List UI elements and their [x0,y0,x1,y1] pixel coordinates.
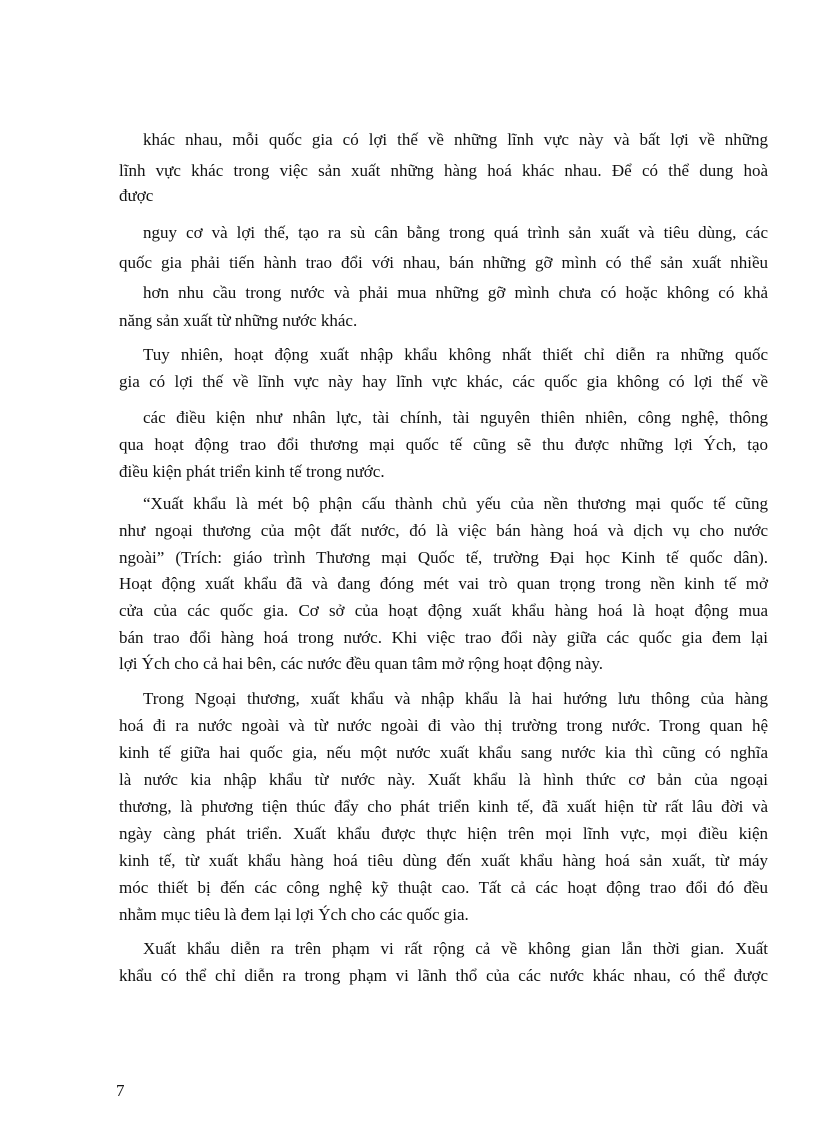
text-line: quốc gia phải tiến hành trao đổi với nhau, bán những gỡ mình có thể sản xuất nhiều [119,253,768,272]
text-line: bán trao đổi hàng hoá trong nước. Khi việc trao đổi này giữa các quốc gia đem lại [119,628,768,647]
text-line: Hoạt động xuất khẩu đã và đang đóng mét vai trò quan trọng trong nền kinh tế mở [119,574,768,593]
text-line: kinh tế, từ xuất khẩu hàng hoá tiêu dùng đến xuất khẩu hàng hoá sản xuất, từ máy [119,851,768,870]
text-line: Xuất khẩu diễn ra trên phạm vi rất rộng cả về không gian lẫn thời gian. Xuất [143,939,768,958]
text-line: hơn nhu cầu trong nước và phải mua những gỡ mình chưa có hoặc không có khả [143,283,768,302]
text-line: được [119,186,154,205]
text-line: nhằm mục tiêu là đem lại lợi Ých cho các quốc gia. [119,905,469,924]
text-line: Trong Ngoại thương, xuất khẩu và nhập khẩu là hai hướng lưu thông của hàng [143,689,768,708]
text-line: kinh tế giữa hai quốc gia, nếu một nước xuất khẩu sang nước kia thì cũng có nghĩa [119,743,768,762]
text-line: ngày càng phát triển. Xuất khẩu được thực hiện trên mọi lĩnh vực, mọi điều kiện [119,824,768,843]
text-line: các điều kiện như nhân lực, tài chính, tài nguyên thiên nhiên, công nghệ, thông [143,408,768,427]
text-line: cửa của các quốc gia. Cơ sở của hoạt động xuất khẩu hàng hoá là hoạt động mua [119,601,768,620]
page-number: 7 [116,1081,125,1100]
text-line: Tuy nhiên, hoạt động xuất nhập khẩu không nhất thiết chỉ diễn ra những quốc [143,345,768,364]
text-line: hoá đi ra nước ngoài và từ nước ngoài đi vào thị trường trong nước. Trong quan hệ [119,716,768,735]
text-line: năng sản xuất từ những nước khác. [119,311,358,330]
text-line: “Xuất khẩu là mét bộ phận cấu thành chủ yếu của nền thương mại quốc tế cũng [143,494,768,513]
text-line: nguy cơ và lợi thế, tạo ra sù cân bằng trong quá trình sản xuất và tiêu dùng, các [143,223,768,242]
text-line: lĩnh vực khác trong việc sản xuất những hàng hoá khác nhau. Để có thể dung hoà [119,161,768,180]
text-line: là nước kia nhập khẩu từ nước này. Xuất khẩu là hình thức cơ bản của ngoại [119,770,768,789]
text-line: ngoài” (Trích: giáo trình Thương mại Quốc tế, trường Đại học Kinh tế quốc dân). [119,548,768,567]
text-line: lợi Ých cho cả hai bên, các nước đều quan tâm mở rộng hoạt động này. [119,654,604,673]
text-line: gia có lợi thế về lĩnh vực này hay lĩnh vực khác, các quốc gia không có lợi thế về [119,372,768,391]
text-line: khác nhau, mỗi quốc gia có lợi thế về những lĩnh vực này và bất lợi về những [143,130,768,149]
text-line: thương, là phương tiện thúc đẩy cho phát triển kinh tế, đã xuất hiện từ rất lâu đời và [119,797,768,816]
text-line: như ngoại thương của một đất nước, đó là việc bán hàng hoá và dịch vụ cho nước [119,521,768,540]
text-line: khẩu có thể chỉ diễn ra trong phạm vi lãnh thổ của các nước khác nhau, có thể được [119,966,768,985]
text-line: điều kiện phát triển kinh tế trong nước. [119,462,385,481]
text-line: móc thiết bị đến các công nghệ kỹ thuật cao. Tất cả các hoạt động trao đổi đó đều [119,878,768,897]
text-line: qua hoạt động trao đổi thương mại quốc tế cũng sẽ thu được những lợi Ých, tạo [119,435,768,454]
